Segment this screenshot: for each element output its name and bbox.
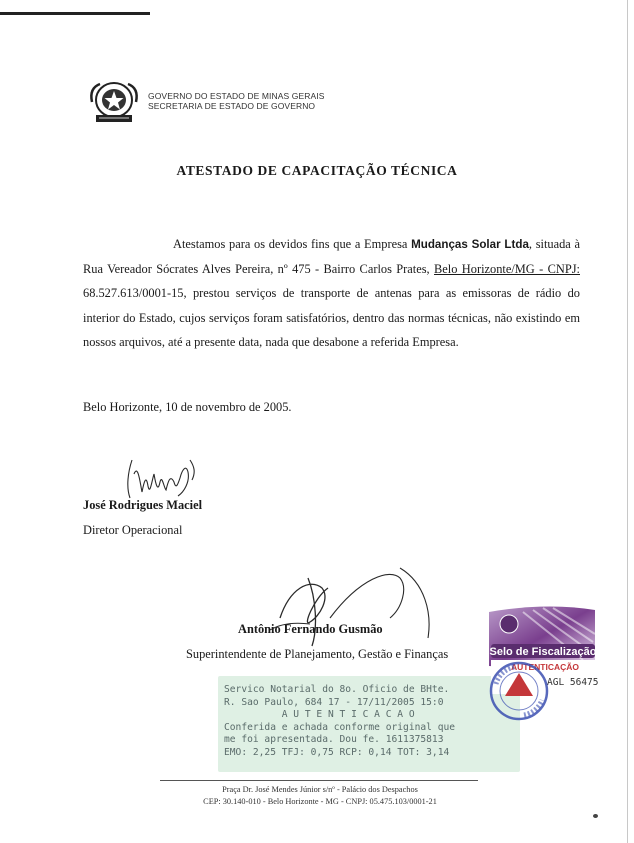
scan-top-line [0,12,150,15]
signatory-2-role: Superintendente de Planejamento, Gestão e Finanças [186,647,449,661]
body-text-part-3: 68.527.613/0001-15, prestou serviços de transporte de antenas para as emissoras de rádio do interior do Estado, cujos serviços foram satisfatórios, dentro das normas técnicas, não existindo em nossos arquivos, até a presente data, nada que desabone a referida Empresa. [83,286,580,349]
underlined-text: Belo Horizonte/MG - CNPJ: [434,262,580,277]
notary-round-seal-icon [488,658,550,724]
date-line: Belo Horizonte, 10 de novembro de 2005. [83,400,292,414]
signatory-2-name: Antônio Fernando Gusmão [238,622,383,636]
coat-of-arms-icon [86,80,142,124]
footer [0,784,634,808]
body-text-part-2: , situada à Rua Vereador Sócrates Alves Pereira, nº 475 - Bairro Carlos Prates, [83,237,580,277]
notary-stamp-line: A U T E N T I C A C A O [224,709,415,721]
seal-code: AGL 56475 [547,677,598,688]
seal-title: Selo de Fiscalização [489,646,597,658]
notary-stamp-line: Conferida e achada conforme original que [224,721,456,733]
seal-subtitle: AUTENTICAÇÃO [511,662,579,672]
notary-stamp [224,684,455,760]
letterhead-line-1: GOVERNO DO ESTADO DE MINAS GERAIS [148,91,325,101]
signatory-1-name: José Rodrigues Maciel [83,498,203,512]
scan-right-edge [627,0,628,843]
body-paragraph [83,232,580,354]
body-text-part-1: Atestamos para os devidos fins que a Empresa [173,237,412,251]
footer-address: Praça Dr. José Mendes Júnior s/nº - Palácio dos Despachos [222,785,418,794]
scan-speck [593,814,598,818]
letterhead [148,91,324,111]
notary-stamp-line: EMO: 2,25 TFJ: 0,75 RCP: 0,14 TOT: 3,14 [224,746,450,758]
document-title: ATESTADO DE CAPACITAÇÃO TÉCNICA [176,163,458,178]
letterhead-line-2: SECRETARIA DE ESTADO DE GOVERNO [148,101,316,111]
notary-stamp-line: Servico Notarial do 8o. Oficio de BHte. [224,684,450,695]
body-text [83,232,580,354]
notary-stamp-line: R. Sao Paulo, 684 17 - 17/11/2005 15:0 [224,696,444,708]
company-name: Mudanças Solar Ltda [411,238,529,251]
signatory-1-role: Diretor Operacional [83,523,183,537]
footer-cep-cnpj: CEP: 30.140-010 - Belo Horizonte - MG - CNPJ: 05.475.103/0001-21 [203,797,437,806]
notary-stamp-line: me foi apresentada. Dou fe. 1611375813 [224,734,444,746]
footer-divider [160,780,478,781]
